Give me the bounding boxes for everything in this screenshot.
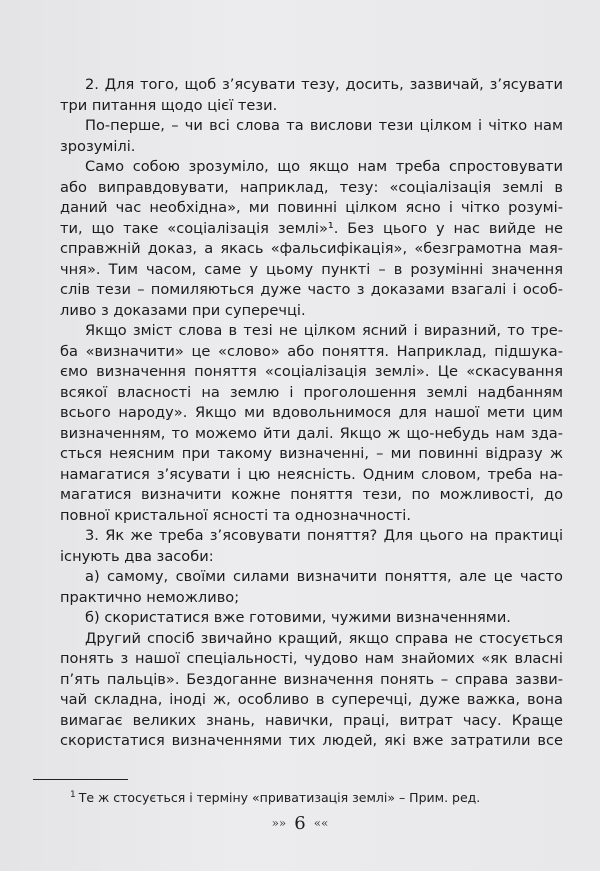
text-line: а) самому, своїми силами визначити поняття, але це часто — [85, 568, 563, 585]
text-line: Другий спосіб звичайно кращий, якщо справа не стосується — [85, 629, 563, 647]
text-line: чай складна, іноді ж, особливо в суперечці, дуже важка, вона — [60, 691, 563, 708]
text-line: повної кристальної ясності та однозначності. — [60, 506, 411, 524]
text-line: По-перше, – чи всі слова та вислови тези цілком і чітко нам — [85, 117, 563, 134]
ornament-right-icon: «« — [313, 816, 329, 830]
text-line: п’ять пальців». Бездоганне визначення понять – справа зазви- — [60, 670, 563, 688]
ornament-left-icon: »» — [271, 816, 287, 830]
text-line: вимагає великих знань, навички, праці, витрат часу. Краще — [60, 711, 563, 729]
footnote-divider — [33, 779, 128, 780]
text-line: 3. Як же треба з’ясовувати поняття? Для цього на практиці — [85, 527, 563, 544]
text-line: існують два засоби: — [60, 547, 214, 565]
paragraph — [60, 116, 563, 157]
footnote-text: Те ж стосується і терміну «приватизація землі» – Прим. ред. — [78, 790, 481, 806]
text-line: магатися визначити кожне поняття тези, по можливості, до — [60, 486, 563, 503]
paragraph — [60, 526, 563, 567]
text-line: ємо визначення поняття «соціалізація землі». Це «скасування — [60, 363, 563, 380]
text-line: три питання щодо цієї тези. — [60, 96, 278, 114]
page-number-block — [0, 813, 600, 834]
text-line: скористатися визначеннями тих людей, які вже затратили все — [60, 732, 563, 749]
text-line: намагатися з’ясувати і цю неясність. Одним словом, треба на- — [60, 465, 563, 483]
text-line: зрозумілі. — [60, 137, 136, 155]
paragraph — [60, 321, 563, 526]
footnote-marker: 1 — [70, 790, 76, 800]
text-line: даний час необхідна», ми повинні цілком ясно і чітко розумі- — [60, 199, 563, 216]
paragraph — [60, 629, 563, 752]
text-line: ти, що таке «соціалізація землі»¹. Без цього у нас вийде не — [60, 219, 563, 237]
page-body — [60, 75, 563, 752]
text-line: слів тези – помиляються дуже часто з доказами взагалі і особ- — [60, 281, 563, 298]
text-line: Само собою зрозуміло, що якщо нам треба спростовувати — [85, 158, 563, 175]
text-line: сться неясним при такому визначенні, – ми повинні відразу ж — [60, 445, 563, 462]
text-line: б) скористатися вже готовими, чужими визначеннями. — [85, 609, 511, 626]
text-line: Якщо зміст слова в тезі не цілком ясний і виразний, то тре- — [85, 322, 563, 339]
text-line: понять з нашої спеціальності, чудово нам знайомих «як власні — [60, 650, 563, 667]
paragraph — [60, 608, 563, 629]
text-line: ба «визначити» це «слово» або поняття. Наприклад, підшука- — [60, 342, 563, 360]
text-line: всякої власності на землю і проголошення землі надбанням — [60, 383, 563, 401]
text-line: ливо з доказами при суперечці. — [60, 301, 306, 319]
text-line: 2. Для того, щоб з’ясувати тезу, досить, зазвичай, з’ясувати — [85, 76, 563, 93]
paragraph — [60, 75, 563, 116]
page-number: 6 — [294, 813, 306, 834]
text-line: всього народу». Якщо ми вдовольнимося для нашої мети цим — [60, 404, 563, 421]
paragraph — [60, 567, 563, 608]
text-line: практично неможливо; — [60, 588, 240, 606]
text-line: або виправдовувати, наприклад, тезу: «соціалізація землі в — [60, 178, 563, 196]
footnote — [70, 786, 480, 807]
text-line: чня». Тим часом, саме у цьому пункті – в розумінні значення — [60, 260, 563, 278]
paragraph — [60, 157, 563, 321]
text-line: справжній доказ, а якась «фальсифікація», «безграмотна мая- — [60, 240, 563, 257]
text-line: визначенням, то можемо йти далі. Якщо ж що-небудь нам зда- — [60, 424, 563, 442]
